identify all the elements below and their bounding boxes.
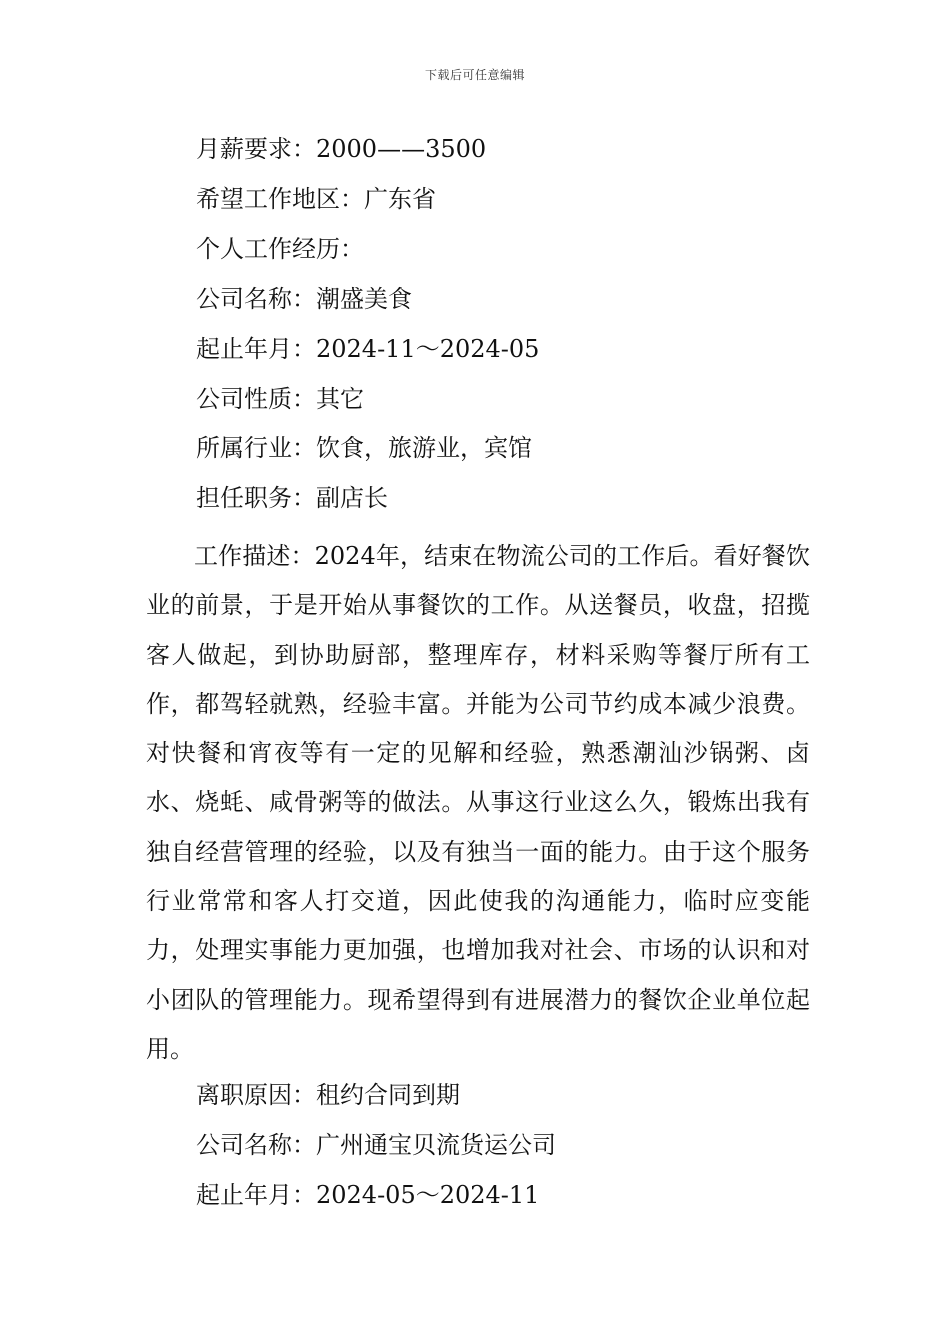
period-line-2: 起止年月：2024-05～2024-11 [196, 1181, 540, 1209]
position-line: 担任职务：副店长 [196, 484, 388, 512]
leave-reason-line: 离职原因：租约合同到期 [196, 1081, 460, 1109]
salary-line: 月薪要求：2000——3500 [196, 135, 487, 163]
company-nature-line: 公司性质：其它 [196, 385, 364, 413]
job-description-paragraph: 工作描述：2024年，结束在物流公司的工作后。看好餐饮业的前景，于是开始从事餐饮的工作。从送餐员，收盘，招揽客人做起，到协助厨部，整理库存，材料采购等餐厅所有工作，都驾轻就熟，经验丰富。并能为公司节约成本减少浪费。对快餐和宵夜等有一定的见解和经验，熟悉潮汕沙锅粥、卤水、烧蚝、咸骨粥等的做法。从事这行业这么久，锻炼出我有独自经营管理的经验，以及有独当一面的能力。由于这个服务行业常常和客人打交道，因此使我的沟通能力，临时应变能力，处理实事能力更加强，也增加我对社会、市场的认识和对小团队的管理能力。现希望得到有进展潜力的餐饮企业单位起用。 [146, 542, 810, 1063]
page-header-note: 下载后可任意编辑 [424, 68, 525, 82]
experience-title: 个人工作经历： [196, 235, 364, 263]
company-name-line: 公司名称：潮盛美食 [196, 285, 412, 313]
company-name-line-2: 公司名称：广州通宝贝流货运公司 [196, 1131, 556, 1159]
period-line: 起止年月：2024-11～2024-05 [196, 335, 540, 363]
industry-line: 所属行业：饮食，旅游业，宾馆 [196, 434, 532, 462]
location-line: 希望工作地区：广东省 [196, 185, 436, 213]
